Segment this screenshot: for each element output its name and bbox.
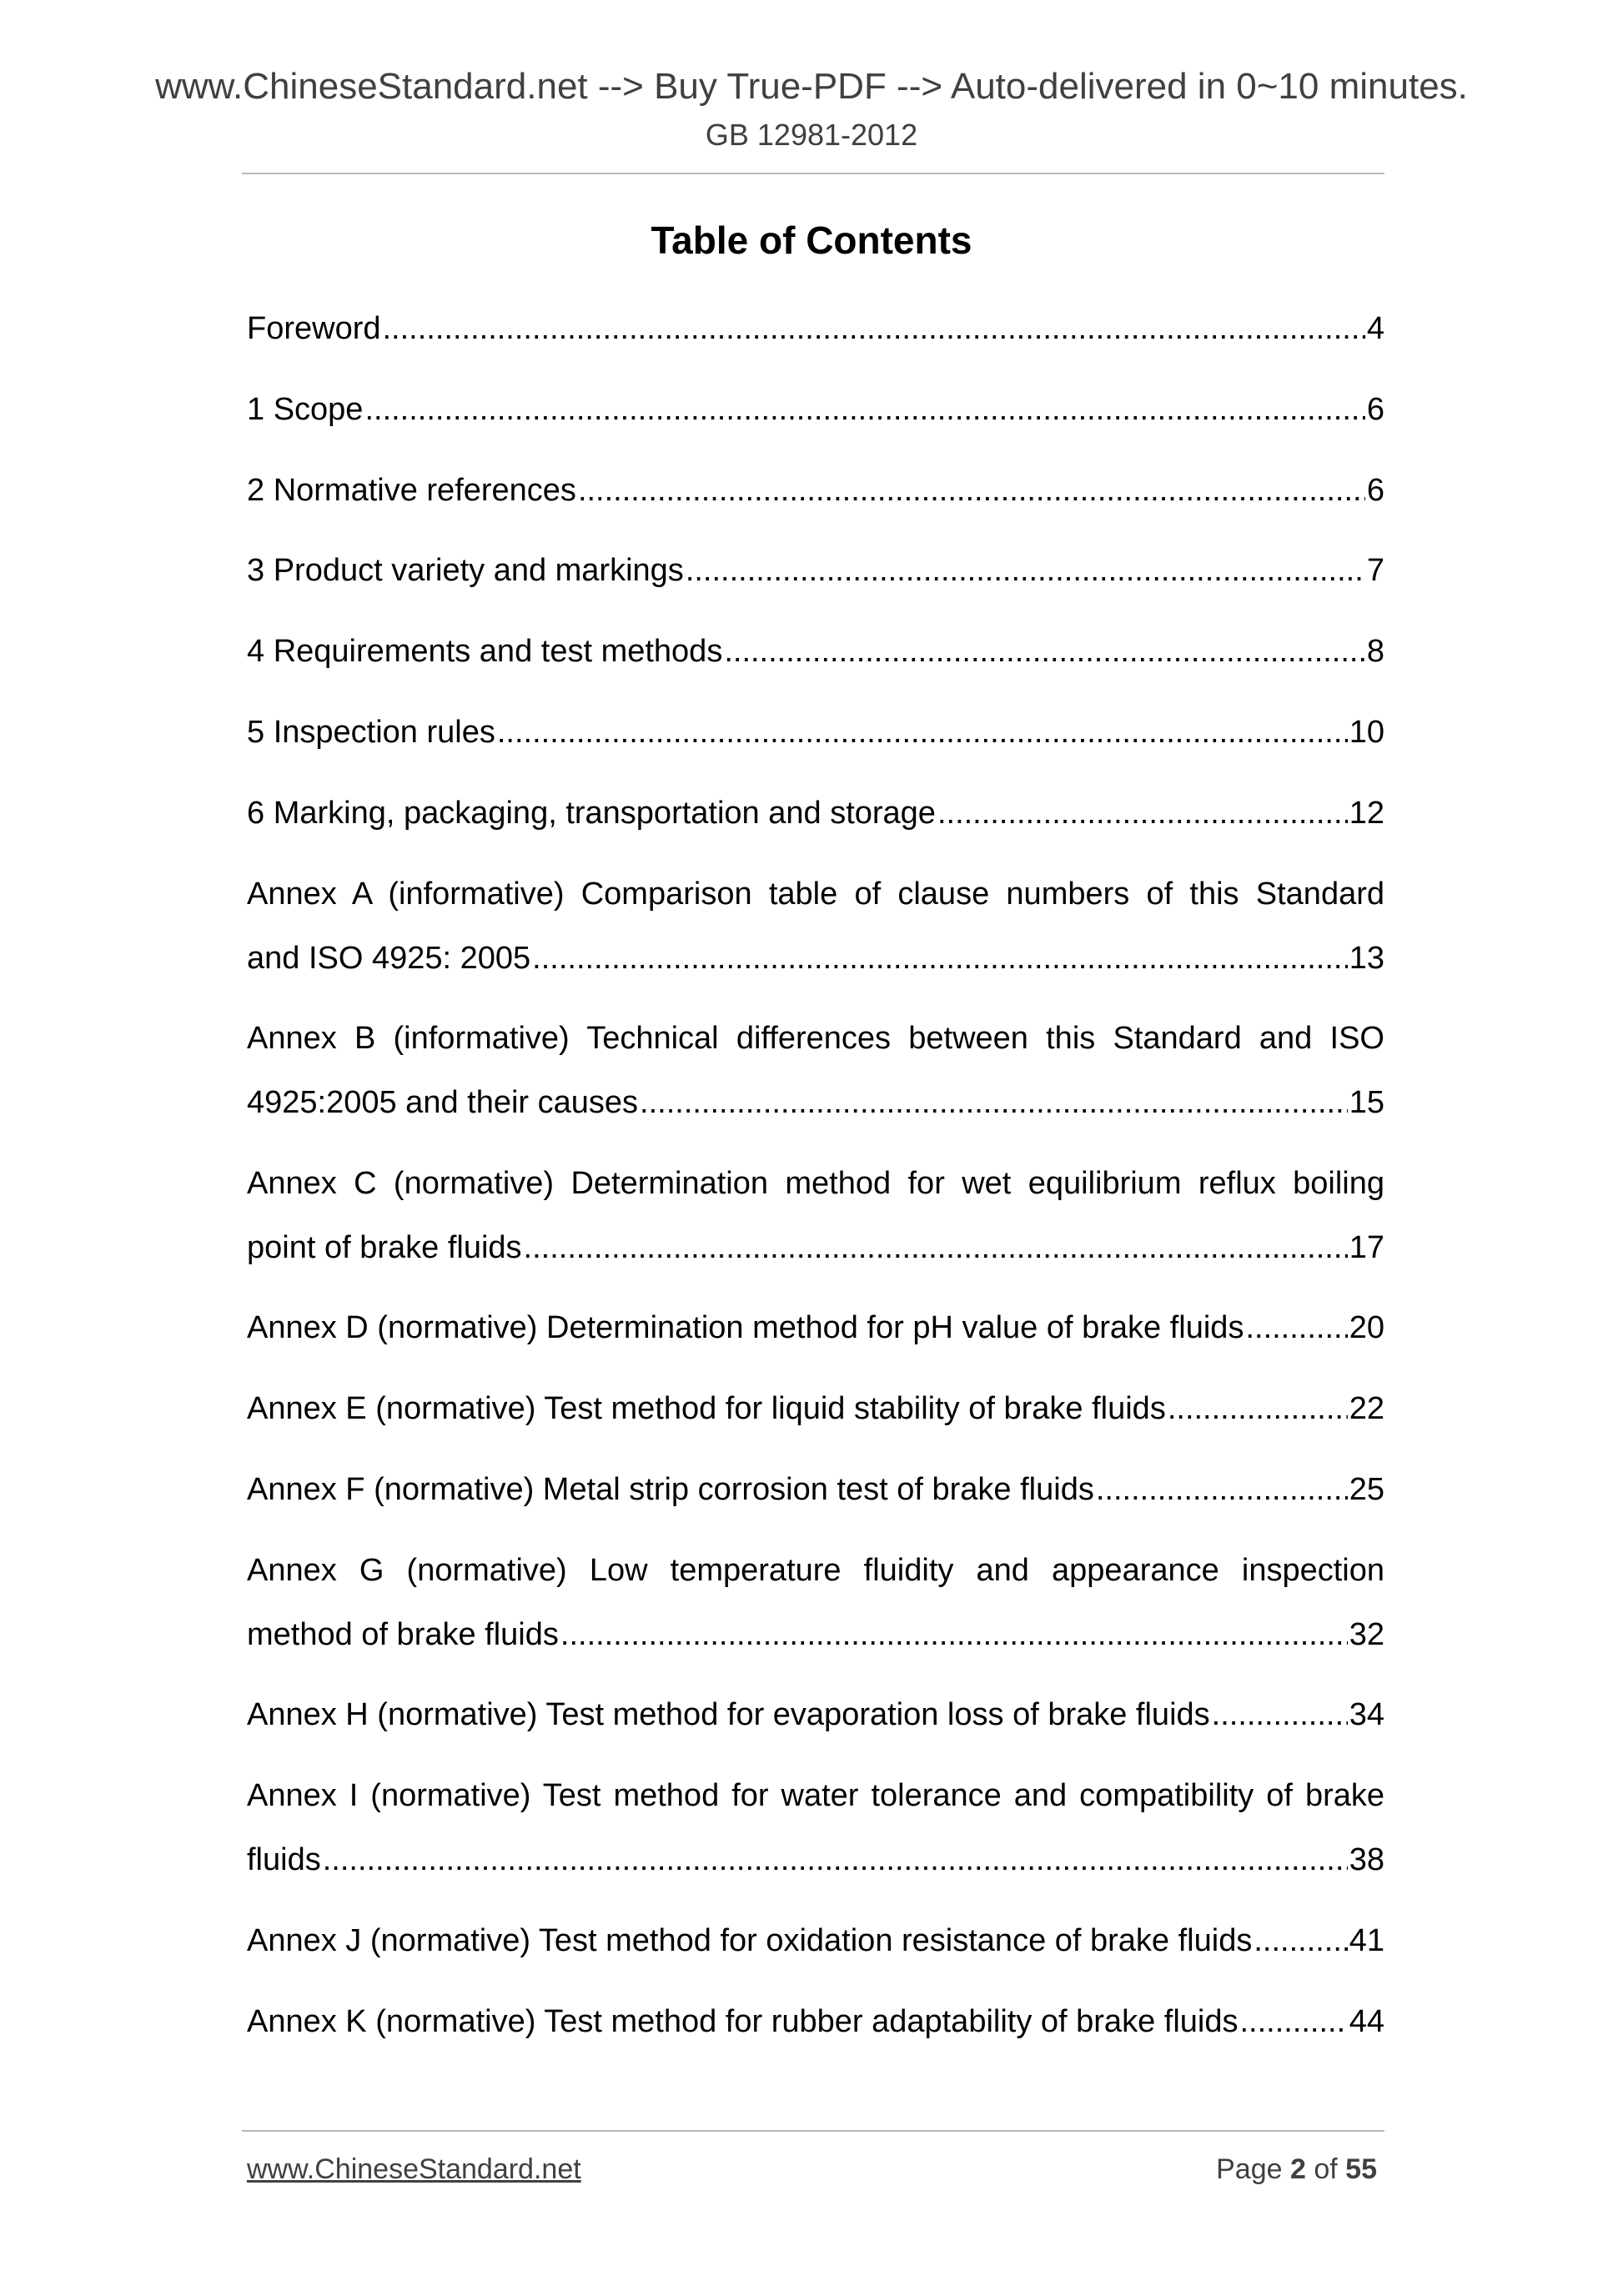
toc-dot-leader	[1096, 1467, 1348, 1512]
page-current: 2	[1289, 2153, 1306, 2185]
toc-entry-page-number: 17	[1349, 1229, 1384, 1265]
toc-dot-leader	[1168, 1386, 1348, 1431]
toc-entry[interactable]	[247, 548, 1384, 629]
toc-entry[interactable]	[247, 1773, 1384, 1918]
toc-entry-line	[247, 791, 1384, 836]
toc-entry-page-number: 7	[1366, 553, 1384, 589]
toc-entry-page-number: 12	[1349, 795, 1384, 831]
toc-entry[interactable]	[247, 387, 1384, 468]
toc-entry-line	[247, 1467, 1384, 1512]
toc-entry-label: Annex D (normative) Determination method for pH value of brake fluids	[247, 1310, 1244, 1346]
toc-entry-page-number: 25	[1349, 1471, 1384, 1507]
toc-entry-page-number: 6	[1366, 472, 1384, 508]
site-banner: www.ChineseStandard.net --> Buy True-PDF --> Auto-delivered in 0~10 minutes.	[155, 66, 1468, 107]
toc-entry-label: 4 Requirements and test methods	[247, 634, 723, 670]
toc-dot-leader	[1212, 1692, 1348, 1737]
toc-entry-page-number: 32	[1349, 1616, 1384, 1652]
footer-divider	[242, 2130, 1384, 2132]
toc-entry-label: method of brake fluids	[247, 1616, 559, 1652]
toc-entry[interactable]	[247, 1467, 1384, 1548]
page-total: 55	[1345, 2153, 1377, 2185]
toc-entry-label: point of brake fluids	[247, 1229, 522, 1265]
toc-entry-line	[247, 468, 1384, 513]
toc-entry-line	[247, 1225, 1384, 1270]
toc-entry-line	[247, 710, 1384, 755]
toc-entry-label: Annex H (normative) Test method for evaporation loss of brake fluids	[247, 1697, 1210, 1733]
toc-entry-line	[247, 1837, 1384, 1882]
page-of: of	[1314, 2153, 1338, 2185]
toc-entry[interactable]	[247, 1918, 1384, 1999]
toc-entry-page-number: 44	[1349, 2003, 1384, 2039]
toc-entry-label: Annex E (normative) Test method for liquid stability of brake fluids	[247, 1391, 1166, 1427]
toc-entry[interactable]	[247, 629, 1384, 710]
toc-entry-line	[247, 1692, 1384, 1737]
toc-entry-page-number: 41	[1349, 1922, 1384, 1958]
toc-entry-page-number: 4	[1366, 311, 1384, 346]
toc-entry-label: 6 Marking, packaging, transportation and storage	[247, 795, 936, 831]
footer-site-link[interactable]: www.ChineseStandard.net	[247, 2153, 581, 2185]
toc-entry-label: Annex J (normative) Test method for oxidation resistance of brake fluids	[247, 1922, 1253, 1958]
toc-entry-label: 2 Normative references	[247, 472, 576, 508]
toc-dot-leader	[532, 936, 1348, 981]
toc-dot-leader	[937, 791, 1348, 836]
toc-entry-page-number: 6	[1366, 391, 1384, 427]
toc-entry-title-line: Annex C (normative) Determination method for wet equilibrium reflux boiling	[247, 1165, 1384, 1201]
toc-dot-leader	[640, 1080, 1348, 1125]
toc-dot-leader	[524, 1225, 1348, 1270]
toc-entry-label: 1 Scope	[247, 391, 364, 427]
toc-entry-page-number: 13	[1349, 940, 1384, 976]
page-indicator	[1216, 2148, 1377, 2190]
toc-entry[interactable]	[247, 791, 1384, 872]
toc-entry-title-line: Annex B (informative) Technical differences between this Standard and ISO	[247, 1021, 1384, 1057]
toc-entry-title-line: Annex A (informative) Comparison table of clause numbers of this Standard	[247, 876, 1384, 912]
toc-entry[interactable]	[247, 1692, 1384, 1773]
toc-dot-leader	[364, 387, 1364, 432]
page-prefix: Page	[1216, 2153, 1283, 2185]
toc-entry[interactable]	[247, 1161, 1384, 1306]
toc-entry[interactable]	[247, 710, 1384, 791]
toc-entry-page-number: 22	[1349, 1391, 1384, 1427]
toc-entry-page-number: 20	[1349, 1310, 1384, 1346]
toc-entry-line	[247, 1999, 1384, 2044]
toc-entry-label: and ISO 4925: 2005	[247, 940, 531, 976]
toc-entry-label: Annex K (normative) Test method for rubber adaptability of brake fluids	[247, 2003, 1239, 2039]
toc-entry-label: 3 Product variety and markings	[247, 553, 684, 589]
toc-dot-leader	[497, 710, 1348, 755]
toc-dot-leader	[578, 468, 1365, 513]
toc-dot-leader	[383, 306, 1365, 351]
toc-entry[interactable]	[247, 468, 1384, 549]
toc-entry-page-number: 8	[1366, 634, 1384, 670]
toc-entry[interactable]	[247, 872, 1384, 1017]
toc-dot-leader	[724, 629, 1365, 674]
toc-entry-line	[247, 1080, 1384, 1125]
standard-code: GB 12981-2012	[705, 118, 918, 152]
header-divider	[242, 173, 1384, 174]
toc-entry-line	[247, 387, 1384, 432]
toc-entry-line	[247, 1612, 1384, 1657]
toc-entry-page-number: 34	[1349, 1697, 1384, 1733]
toc-entry-title-line: Annex I (normative) Test method for water tolerance and compatibility of brake	[247, 1778, 1384, 1814]
toc-entry-line	[247, 629, 1384, 674]
toc-entry[interactable]	[247, 1016, 1384, 1161]
toc-entry-line	[247, 306, 1384, 351]
toc-entry-label: 4925:2005 and their causes	[247, 1085, 639, 1121]
toc-entry[interactable]	[247, 1305, 1384, 1386]
toc-entry-line	[247, 1305, 1384, 1350]
toc-entry-line	[247, 1918, 1384, 1963]
table-of-contents	[247, 306, 1384, 2079]
toc-entry-label: Foreword	[247, 311, 381, 346]
toc-dot-leader	[1254, 1918, 1347, 1963]
toc-dot-leader	[1239, 1999, 1347, 2044]
toc-entry[interactable]	[247, 1548, 1384, 1693]
toc-dot-leader	[1245, 1305, 1347, 1350]
toc-dot-leader	[323, 1837, 1348, 1882]
toc-entry-label: 5 Inspection rules	[247, 714, 495, 750]
toc-entry-page-number: 10	[1349, 714, 1384, 750]
toc-entry-label: fluids	[247, 1842, 321, 1878]
toc-entry[interactable]	[247, 1999, 1384, 2080]
toc-dot-leader	[560, 1612, 1348, 1657]
toc-entry-line	[247, 548, 1384, 593]
toc-entry-label: Annex F (normative) Metal strip corrosion test of brake fluids	[247, 1471, 1094, 1507]
toc-entry-line	[247, 936, 1384, 981]
toc-entry-title-line: Annex G (normative) Low temperature fluidity and appearance inspection	[247, 1552, 1384, 1588]
toc-dot-leader	[686, 548, 1365, 593]
toc-entry[interactable]	[247, 306, 1384, 387]
toc-entry[interactable]	[247, 1386, 1384, 1467]
toc-entry-line	[247, 1386, 1384, 1431]
toc-entry-page-number: 38	[1349, 1842, 1384, 1878]
toc-title: Table of Contents	[651, 219, 972, 262]
toc-entry-page-number: 15	[1349, 1085, 1384, 1121]
